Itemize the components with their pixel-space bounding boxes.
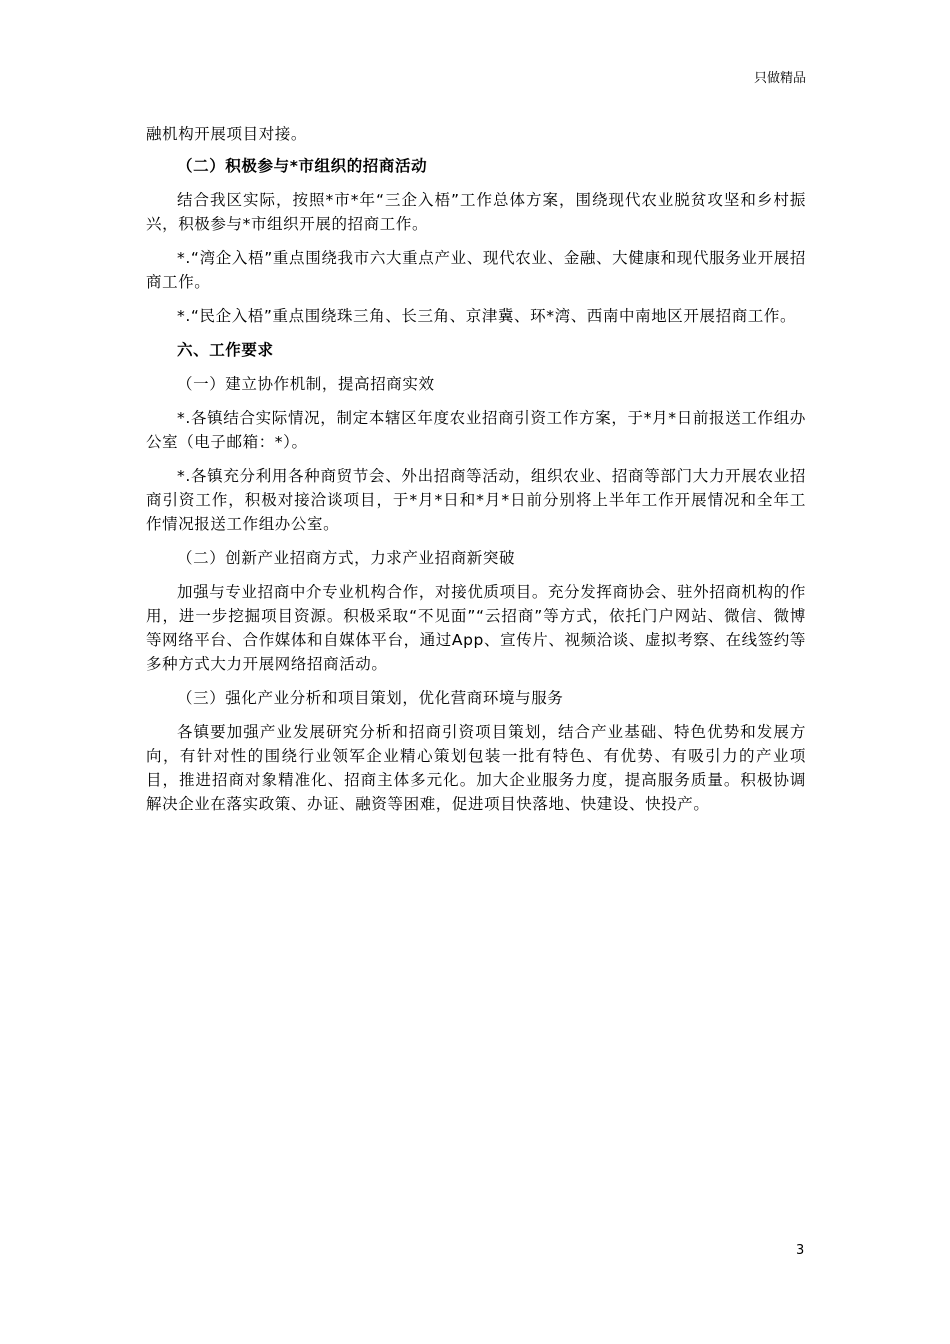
page-number: 3 xyxy=(796,1243,805,1258)
subsection-heading-6-1: （一）建立协作机制，提高招商实效 xyxy=(177,375,435,393)
section-heading-6: 六、工作要求 xyxy=(177,341,274,359)
paragraph-continuation: 融机构开展项目对接。 xyxy=(146,125,308,143)
subsection-heading-6-2: （二）创新产业招商方式，力求产业招商新突破 xyxy=(177,549,516,567)
document-body xyxy=(146,122,806,826)
subsection-heading-2: （二）积极参与*市组织的招商活动 xyxy=(177,157,428,175)
paragraph: *.“湾企入梧”重点围绕我市六大重点产业、现代农业、金融、大健康和现代服务业开展招商工作。 xyxy=(146,249,806,291)
paragraph: *.各镇结合实际情况，制定本辖区年度农业招商引资工作方案，于*月*日前报送工作组办公室（电子邮箱：*）。 xyxy=(146,409,806,451)
paragraph: 结合我区实际，按照*市*年“三企入梧”工作总体方案，围绕现代农业脱贫攻坚和乡村振兴，积极参与*市组织开展的招商工作。 xyxy=(146,191,806,233)
paragraph: *.“民企入梧”重点围绕珠三角、长三角、京津冀、环*湾、西南中南地区开展招商工作。 xyxy=(177,307,797,325)
subsection-heading-6-3: （三）强化产业分析和项目策划，优化营商环境与服务 xyxy=(177,689,564,707)
paragraph: *.各镇充分利用各种商贸节会、外出招商等活动，组织农业、招商等部门大力开展农业招商引资工作，积极对接洽谈项目，于*月*日和*月*日前分别将上半年工作开展情况和全年工作情况报送工作组办公室。 xyxy=(146,467,806,533)
paragraph: 各镇要加强产业发展研究分析和招商引资项目策划，结合产业基础、特色优势和发展方向，有针对性的围绕行业领军企业精心策划包装一批有特色、有优势、有吸引力的产业项目，推进招商对象精准化、招商主体多元化。加大企业服务力度，提高服务质量。积极协调解决企业在落实政策、办证、融资等困难，促进项目快落地、快建设、快投产。 xyxy=(146,723,806,813)
paragraph: 加强与专业招商中介专业机构合作，对接优质项目。充分发挥商协会、驻外招商机构的作用，进一步挖掘项目资源。积极采取“不见面”“云招商”等方式，依托门户网站、微信、微博等网络平台、合作媒体和自媒体平台，通过App、宣传片、视频洽谈、虚拟考察、在线签约等多种方式大力开展网络招商活动。 xyxy=(146,583,806,673)
header-tagline: 只做精品 xyxy=(753,71,806,86)
